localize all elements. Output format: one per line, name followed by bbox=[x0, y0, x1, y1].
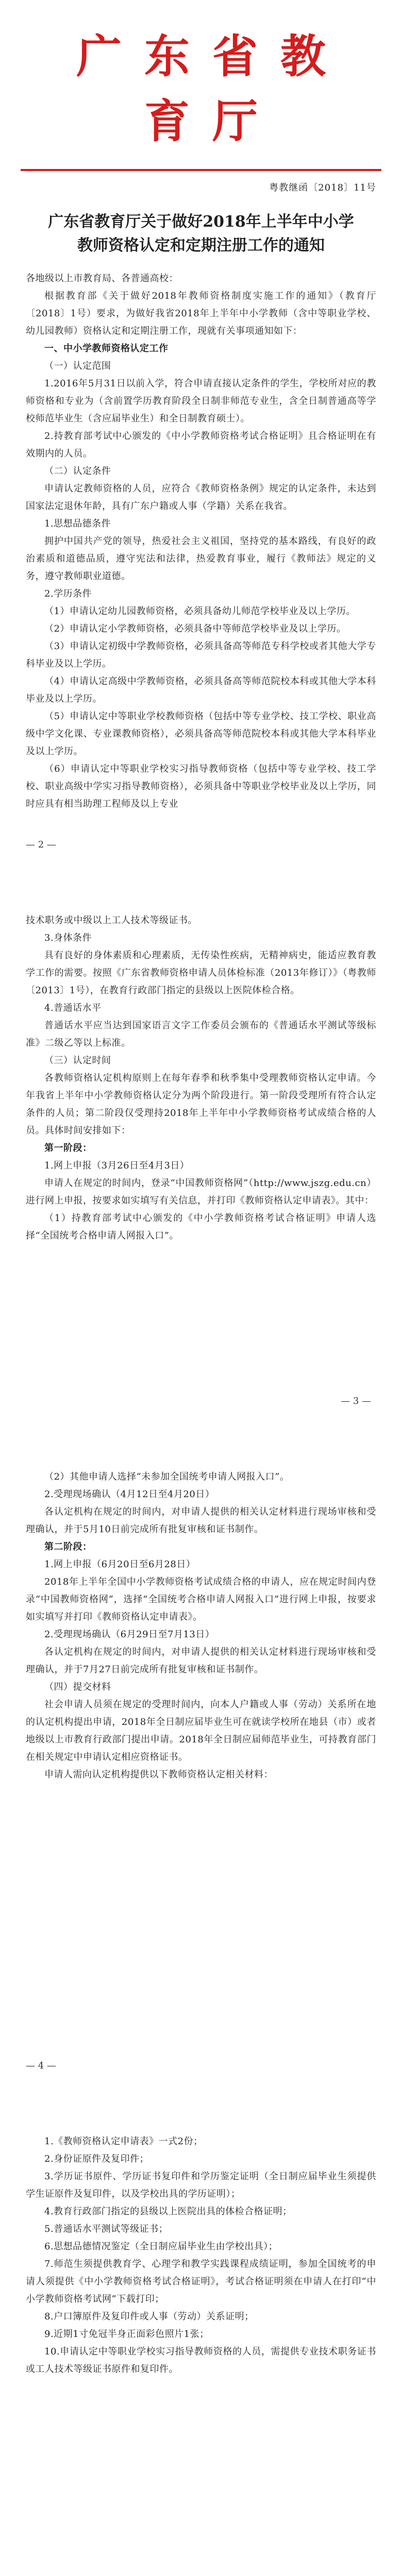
org-header-title: 广东省教育厅 bbox=[76, 29, 348, 148]
section-heading: 一、中小学教师资格认定工作 bbox=[44, 343, 169, 354]
paragraph: （三）认定时间 bbox=[44, 1055, 111, 1066]
page-1-body bbox=[21, 270, 381, 813]
paragraph: 普通话水平应当达到国家语言文字工作委员会颁布的《普通话水平测试等级标准》二级乙等以上标准。 bbox=[26, 1020, 376, 1048]
page-3-body bbox=[21, 1448, 381, 1784]
paragraph: 社会申请人员须在规定的受理时间内，向本人户籍或人事（劳动）关系所在地的认定机构提出申请，2018年全日制应届毕业生可在就读学校所在地县（市）或者地级以上市教育行政部门提出申请。2018年全日制应届师范毕业生，可持教育部门在相关规定中申请认定相应资格证书。 bbox=[26, 1699, 376, 1762]
section-heading: 第一阶段： bbox=[44, 1143, 92, 1154]
paragraph: 拥护中国共产党的领导，热爱社会主义祖国，坚持党的基本路线，有良好的政治素质和道德品质，遵守宪法和法律，热爱教育事业，履行《教师法》规定的义务，遵守教师职业道德。 bbox=[26, 536, 376, 582]
paragraph: 8.户口簿原件及复印件或人事（劳动）关系证明； bbox=[44, 2311, 254, 2322]
paragraph: 10.申请认定中等职业学校实习指导教师资格的人员，需提供专业技术职务证书或工人技术等级证书原件和复印件。 bbox=[26, 2346, 376, 2375]
paragraph: 各教师资格认定机构原则上在每年春季和秋季集中受理教师资格认定申请。今年我省上半年中小学教师资格认定分为两个阶段进行。第一阶段受理所有符合认定条件的人员；第二阶段仅受理持2018年上半年中小学教师资格考试成绩合格的人员。具体时间安排如下： bbox=[26, 1073, 376, 1136]
paragraph: （2）申请认定小学教师资格，必须具备中等师范学校毕业及以上学历。 bbox=[44, 623, 346, 634]
page-number: — 2 — bbox=[26, 839, 56, 850]
page-4 bbox=[21, 2112, 381, 2576]
paragraph: 申请认定教师资格的人员，应符合《教师资格条例》规定的认定条件，未达到国家法定退休年龄，具有广东户籍或人事（学籍）关系在我省。 bbox=[26, 483, 376, 512]
paragraph: 具有良好的身体素质和心理素质，无传染性疾病，无精神病史，能适应教育教学工作的需要。按照《广东省教师资格申请人员体检标准（2013年修订）》（粤教师〔2013〕1号），在教育行政部门指定的县级以上医院体检合格。 bbox=[26, 950, 376, 996]
paragraph: 技术职务或中级以上工人技术等级证书。 bbox=[26, 915, 197, 926]
page-1 bbox=[21, 0, 381, 871]
red-header-rule bbox=[21, 169, 381, 171]
paragraph: 9.近期1寸免冠半身正面彩色照片1张； bbox=[44, 2329, 209, 2340]
paragraph: 6.思想品德情况鉴定（全日制应届毕业生由学校出具）； bbox=[44, 2241, 278, 2252]
paragraph: 各认定机构在规定的时间内，对申请人提供的相关认定材料进行现场审核和受理确认，并于5月10日前完成所有批复审核和证书制作。 bbox=[26, 1506, 376, 1535]
document-title-line-1: 广东省教育厅关于做好2018年上半年中小学 bbox=[48, 213, 354, 231]
paragraph: 1.思想品德条件 bbox=[44, 518, 111, 529]
page-number: — 3 — bbox=[341, 1396, 371, 1406]
paragraph: （一）认定范围 bbox=[44, 361, 111, 371]
page-4-body bbox=[21, 2112, 381, 2378]
paragraph: （四）提交材料 bbox=[44, 1682, 111, 1692]
paragraph: 4.普通话水平 bbox=[44, 1003, 102, 1013]
paragraph: 申请人在规定的时间内，登录“中国教师资格网”（http://www.jszg.edu.cn）进行网上申报，按要求如实填写有关信息，并打印《教师资格认定申请表》。其中： bbox=[26, 1178, 376, 1206]
document-title-line-2: 教师资格认定和定期注册工作的通知 bbox=[77, 236, 325, 255]
page-2 bbox=[21, 891, 381, 1427]
document-title bbox=[21, 210, 381, 258]
paragraph: 3.身体条件 bbox=[44, 933, 92, 943]
paragraph: 2.持教育部考试中心颁发的《中小学教师资格考试合格证明》且合格证明在有效期内的人员。 bbox=[26, 431, 376, 459]
paragraph: 5.普通话水平测试等级证书； bbox=[44, 2224, 169, 2234]
paragraph: （5）申请认定中等职业学校教师资格（包括中等专业学校、技工学校、职业高级中学文化课、专业课教师资格），必须具备高等师范院校本科或其他大学本科毕业及以上学历。 bbox=[26, 711, 376, 757]
paragraph: （3）申请认定初级中学教师资格，必须具备高等师范专科学校或者其他大学专科毕业及以上学历。 bbox=[26, 641, 376, 669]
paragraph: 1.网上申报（3月26日至4月3日） bbox=[44, 1160, 190, 1171]
paragraph: 2.受理现场确认（4月12日至4月20日） bbox=[44, 1489, 215, 1500]
page-2-body bbox=[21, 891, 381, 1245]
document-number: 粤教继函〔2018〕11号 bbox=[269, 182, 376, 193]
paragraph: 3.学历证书原件、学历证书复印件和学历鉴定证明（全日制应届毕业生须提供学生证原件及复印件，以及学校出具的学历证明）； bbox=[26, 2171, 376, 2199]
paragraph: （4）申请认定高级中学教师资格，必须具备高等师范院校本科或其他大学本科毕业及以上学历。 bbox=[26, 676, 376, 704]
paragraph: 1.网上申报（6月20日至6月28日） bbox=[44, 1559, 196, 1570]
paragraph: （1）持教育部考试中心颁发的《中小学教师资格考试合格证明》申请人选择“全国统考合格申请人网报入口”。 bbox=[26, 1213, 376, 1241]
paragraph: 1.《教师资格认定申请表》一式2份； bbox=[44, 2136, 203, 2147]
paragraph: 2018年上半年全国中小学教师资格考试成绩合格的申请人，应在规定时间内登录“中国教师资格网”，选择“全国统考合格申请人网报入口”进行网上申报，按要求如实填写并打印《教师资格认定申请表》。 bbox=[26, 1577, 376, 1622]
paragraph: （二）认定条件 bbox=[44, 466, 111, 477]
paragraph: （6）申请认定中等职业学校实习指导教师资格（包括中等专业学校、技工学校、职业高级中学实习指导教师资格），必须具备中等职业学校毕业及以上学历，同时应具有相当助理工程师及以上专业 bbox=[26, 764, 376, 809]
paragraph: 2.学历条件 bbox=[44, 588, 92, 599]
paragraph: 申请人需向认定机构提供以下教师资格认定相关材料： bbox=[44, 1769, 273, 1780]
paragraph: （1）申请认定幼儿园教师资格，必须具备幼儿师范学校毕业及以上学历。 bbox=[44, 606, 356, 617]
section-heading: 第二阶段： bbox=[44, 1541, 92, 1552]
paragraph: 1.2016年5月31日以前入学，符合申请直接认定条件的学生，学校所对应的教师资格和专业为（含前置学历教育阶段全日制非师范专业生，含全日制普通高等学校师范毕业生（含应届毕业生）和全日制教育硕士）。 bbox=[26, 378, 376, 424]
paragraph: 2.身份证原件及复印件； bbox=[44, 2154, 149, 2164]
paragraph: 各认定机构在规定的时间内，对申请人提供的相关认定材料进行现场审核和受理确认，并于7月27日前完成所有批复审核和证书制作。 bbox=[26, 1647, 376, 1675]
paragraph: 2.受理现场确认（6月29日至7月13日） bbox=[44, 1629, 215, 1640]
paragraph: （2）其他申请人选择“未参加全国统考申请人网报入口”。 bbox=[44, 1471, 290, 1482]
page-number: — 4 — bbox=[26, 2060, 56, 2071]
paragraph: 7.师范生须提供教育学、心理学和教学实践课程成绩证明，参加全国统考的申请人须提供《中小学教师资格考试合格证明》，考试合格证明须在申请人在打印“中小学教师资格考试网”下载打印； bbox=[26, 2259, 376, 2304]
page-3 bbox=[21, 1448, 381, 2092]
paragraph: 各地级以上市教育局、各普通高校： bbox=[26, 273, 178, 284]
paragraph: 4.教育行政部门指定的县级以上医院出具的体检合格证明； bbox=[44, 2206, 292, 2217]
paragraph: 根据教育部《关于做好2018年教师资格制度实施工作的通知》（教育厅〔2018〕1号）要求，为做好我省2018年上半年中小学教师（含中等职业学校、幼儿园教师）资格认定和定期注册工作，现就有关事项通知如下： bbox=[26, 291, 376, 336]
